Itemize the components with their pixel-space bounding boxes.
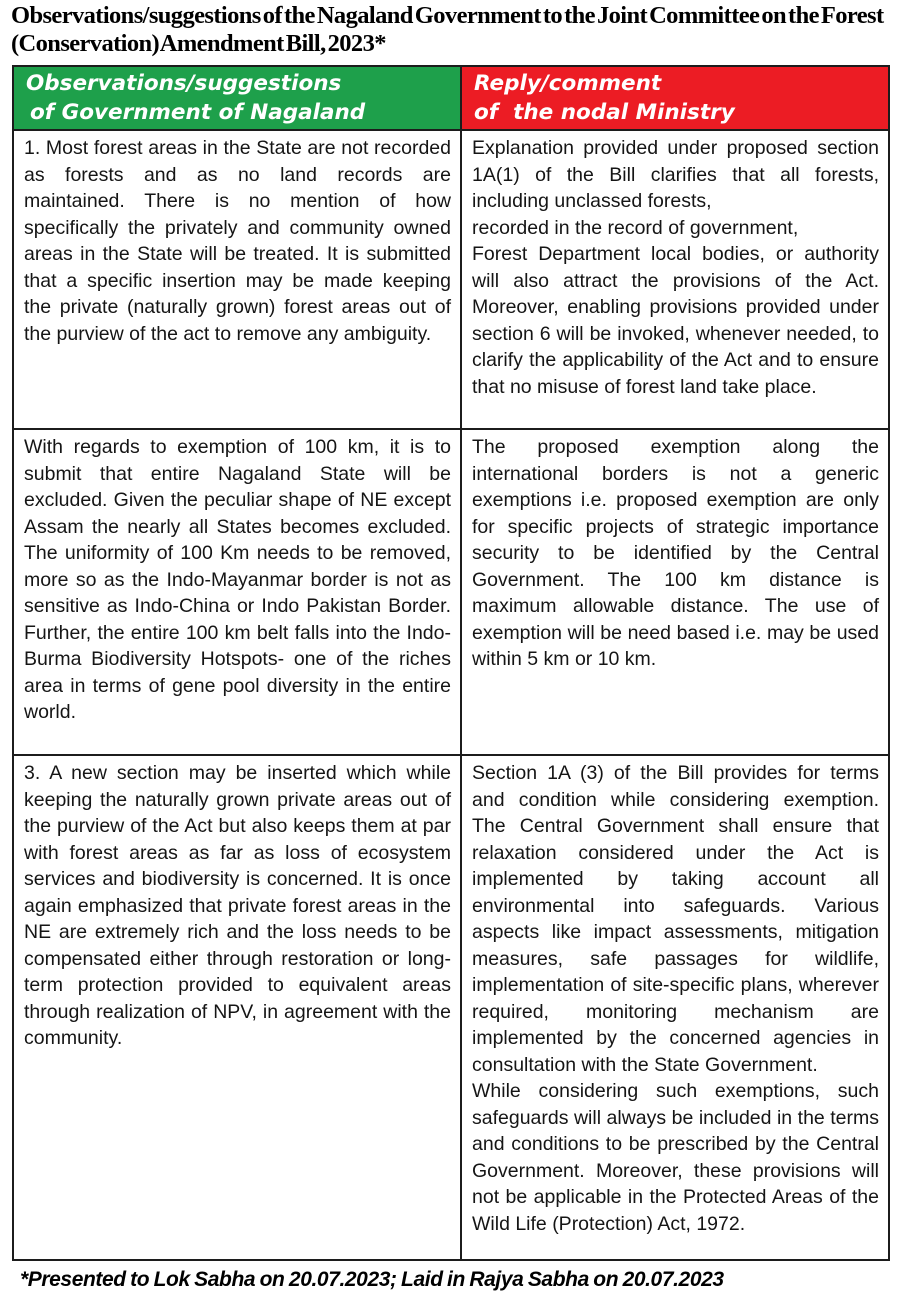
footnote: *Presented to Lok Sabha on 20.07.2023; Laid in Rajya Sabha on 20.07.2023 [20, 1268, 724, 1291]
observations-table [12, 65, 890, 1261]
cell-paragraph: Forest Department local bodies, or authority will also attract the provisions of the Act. Moreover, enabling provisions provided under section 6 will be invoked, whenever needed, to clarify the applicability of the Act and to ensure that no misuse of forest land take place. [472, 243, 879, 398]
cell-paragraph: The proposed exemption along the international borders is not a generic exemptions i.e. proposed exemption are only for specific projects of strategic importance security to be identified by the Central Government. The 100 km distance is maximum allowable distance. The use of exemption will be need based i.e. may be used within 5 km or 10 km. [472, 436, 879, 670]
header-reply-line2: of the nodal Ministry [474, 100, 735, 125]
observation-cell-1 [14, 131, 460, 428]
header-observations-line2: of Government of Nagaland [30, 100, 366, 125]
cell-paragraph: Explanation provided under proposed section 1A(1) of the Bill clarifies that all forests, including unclassed forests, [472, 137, 879, 212]
observation-cell-3 [14, 756, 460, 1259]
cell-paragraph: With regards to exemption of 100 km, it is to submit that entire Nagaland State will be excluded. Given the peculiar shape of NE except Assam the nearly all States becomes excluded. The uniformity of 100 Km needs to be removed, more so as the Indo-Mayanmar border is not as sensitive as Indo-China or Indo Pakistan Border. Further, the entire 100 km belt falls into the Indo-Burma Biodiversity Hotspots- one of the riches area in terms of gene pool diversity in the entire world. [24, 436, 451, 723]
table-header-row [14, 67, 888, 129]
header-reply-line1: Reply/comment [474, 71, 662, 96]
cell-paragraph: recorded in the record of government, [472, 216, 799, 239]
document-title: Observations/suggestions of the Nagaland Government to the Joint Committee on the Forest (Conservation) Amendment Bill, 2023* [11, 2, 884, 57]
reply-cell-2 [460, 430, 888, 754]
table-row [14, 129, 888, 428]
header-cell-observations [14, 67, 460, 129]
reply-cell-3 [460, 756, 888, 1259]
reply-cell-1 [460, 131, 888, 428]
table-row [14, 754, 888, 1259]
observation-cell-2 [14, 430, 460, 754]
cell-paragraph: Section 1A (3) of the Bill provides for terms and condition while considering exemption. The Central Government shall ensure that relaxation considered under the Act is implemented by taking account all environmental into safeguards. Various aspects like impact assessments, mitigation measures, safe passages for wildlife, implementation of site-specific plans, wherever required, monitoring mechanism are implemented by the concerned agencies in consultation with the State Government. [472, 762, 879, 1076]
cell-paragraph: 1. Most forest areas in the State are not recorded as forests and as no land records are maintained. There is no mention of how specifically the privately and community owned areas in the State will be treated. It is submitted that a specific insertion may be made keeping the private (naturally grown) forest areas out of the purview of the act to remove any ambiguity. [24, 137, 451, 345]
cell-paragraph: While considering such exemptions, such safeguards will always be included in the terms and conditions to be prescribed by the Central Government. Moreover, these provisions will not be applicable in the Protected Areas of the Wild Life (Protection) Act, 1972. [472, 1080, 879, 1235]
table-row [14, 428, 888, 754]
header-observations-line1: Observations/suggestions [26, 71, 342, 96]
header-cell-reply [460, 67, 888, 129]
cell-paragraph: 3. A new section may be inserted which while keeping the naturally grown private areas out of the purview of the Act but also keeps them at par with forest areas as far as loss of ecosystem services and biodiversity is concerned. It is once again emphasized that private forest areas in the NE are extremely rich and the loss needs to be compensated either through restoration or long- term protection provided to equivalent areas through realization of NPV, in agreement with the community. [24, 762, 451, 1049]
